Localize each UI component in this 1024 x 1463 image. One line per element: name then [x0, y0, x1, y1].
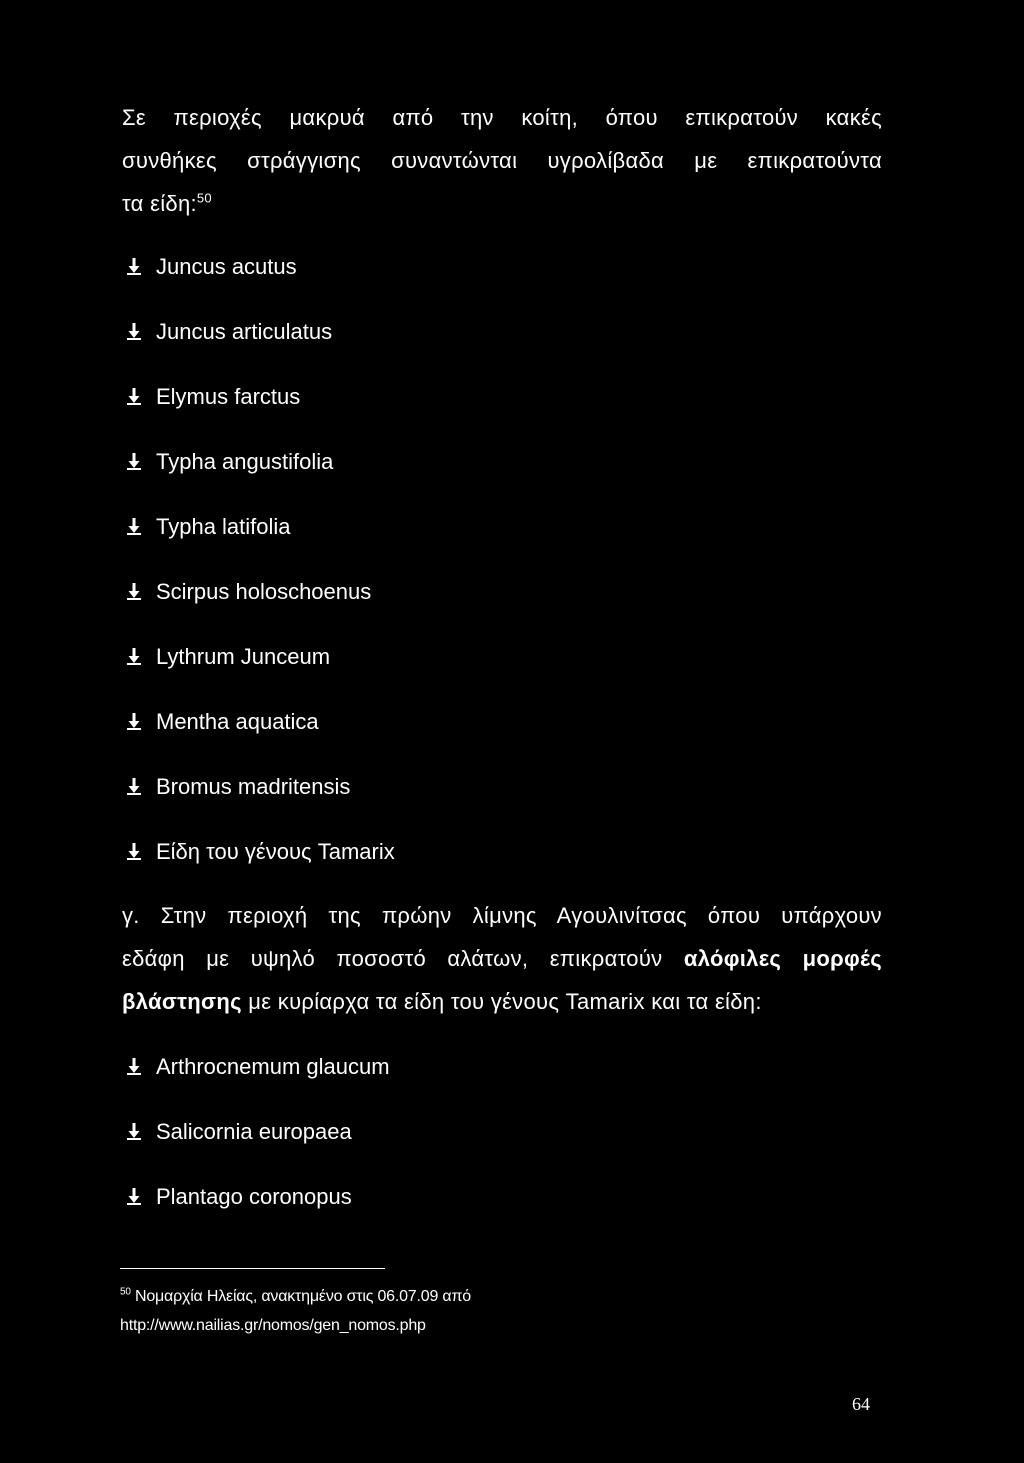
list-item — [126, 1052, 390, 1117]
species-name: Typha latifolia — [156, 514, 291, 539]
list-item — [126, 1182, 390, 1247]
species-name: Juncus articulatus — [156, 319, 333, 344]
footnote-number: 50 — [120, 1286, 131, 1298]
arrow-down-bullet-icon — [126, 386, 142, 406]
emphasis-halophilous: αλόφιλες μορφές — [683, 946, 883, 971]
species-name: Elymus farctus — [156, 384, 301, 409]
arrow-down-bullet-icon — [126, 711, 142, 731]
arrow-down-bullet-icon — [126, 321, 142, 341]
arrow-down-bullet-icon — [126, 451, 142, 471]
list-item — [126, 317, 395, 382]
footnote — [120, 1282, 471, 1340]
footnote-reference[interactable]: 50 — [196, 190, 212, 206]
species-name: Juncus acutus — [156, 254, 297, 279]
section-g-line-1: γ. Στην περιοχή της πρώην λίμνης Αγουλινίτσας όπου υπάρχουν — [122, 903, 882, 928]
species-list-1 — [126, 252, 395, 902]
list-item — [126, 772, 395, 837]
emphasis-vegetation: βλάστησης — [122, 989, 242, 1014]
list-item — [126, 447, 395, 512]
list-item — [126, 707, 395, 772]
section-g-paragraph — [122, 894, 882, 1023]
footnote-text: Νομαρχία Ηλείας, ανακτημένο στις 06.07.09 από — [134, 1288, 471, 1305]
arrow-down-bullet-icon — [126, 516, 142, 536]
species-name: Είδη του γένους Tamarix — [156, 839, 395, 864]
intro-line-1: Σε περιοχές μακρυά από την κοίτη, όπου επικρατούν κακές — [122, 105, 882, 130]
list-item — [126, 382, 395, 447]
intro-line-3 — [122, 182, 882, 225]
species-name: Scirpus holoschoenus — [156, 579, 372, 604]
list-item — [126, 252, 395, 317]
footnote-separator — [120, 1268, 385, 1269]
intro-paragraph — [122, 96, 882, 225]
arrow-down-bullet-icon — [126, 1056, 142, 1076]
arrow-down-bullet-icon — [126, 256, 142, 276]
list-item — [126, 837, 395, 902]
list-item — [126, 577, 395, 642]
section-g-line-3-text: με κυρίαρχα τα είδη του γένους Tamarix και τα είδη: — [241, 989, 762, 1014]
footnote-line-1 — [120, 1282, 471, 1311]
arrow-down-bullet-icon — [126, 841, 142, 861]
arrow-down-bullet-icon — [126, 646, 142, 666]
species-name: Bromus madritensis — [156, 774, 351, 799]
section-g-line-2 — [122, 937, 882, 980]
species-name: Typha angustifolia — [156, 449, 334, 474]
arrow-down-bullet-icon — [126, 581, 142, 601]
species-name: Salicornia europaea — [156, 1119, 352, 1144]
species-name: Lythrum Junceum — [156, 644, 331, 669]
page-number: 64 — [852, 1394, 870, 1414]
arrow-down-bullet-icon — [126, 1186, 142, 1206]
section-g-line-3 — [122, 980, 882, 1023]
species-name: Mentha aquatica — [156, 709, 319, 734]
intro-line-3-text: τα είδη: — [122, 191, 197, 216]
arrow-down-bullet-icon — [126, 776, 142, 796]
footnote-url[interactable]: http://www.nailias.gr/nomos/gen_nomos.php — [120, 1317, 426, 1334]
list-item — [126, 512, 395, 577]
section-g-line-2-text: εδάφη με υψηλό ποσοστό αλάτων, επικρατούν — [122, 946, 684, 971]
list-item — [126, 642, 395, 707]
intro-line-2: συνθήκες στράγγισης συναντώνται υγρολίβαδα με επικρατούντα — [122, 148, 882, 173]
species-list-2 — [126, 1052, 390, 1247]
list-item — [126, 1117, 390, 1182]
species-name: Arthrocnemum glaucum — [156, 1054, 390, 1079]
arrow-down-bullet-icon — [126, 1121, 142, 1141]
species-name: Plantago coronopus — [156, 1184, 352, 1209]
